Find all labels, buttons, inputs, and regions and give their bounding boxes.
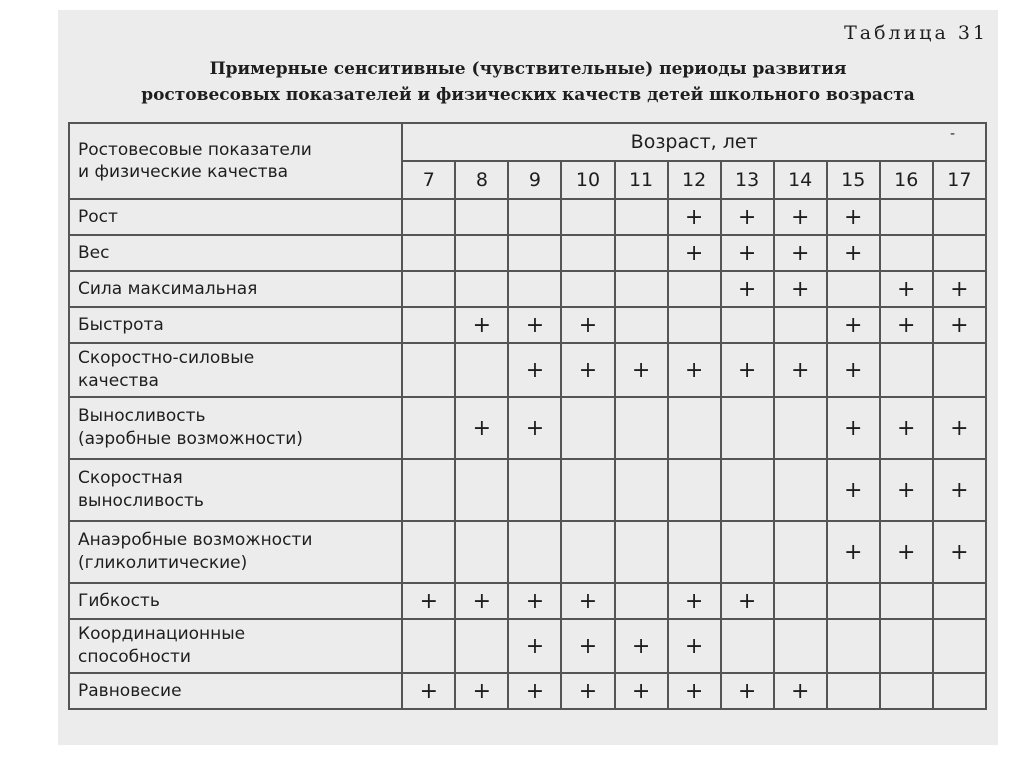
plus-mark: +	[721, 199, 774, 235]
plus-mark: +	[880, 397, 933, 459]
age-header-cell: 17	[933, 161, 986, 199]
empty-cell	[668, 271, 721, 307]
age-header-title: Возраст, лет	[630, 131, 758, 153]
plus-mark: +	[933, 307, 986, 343]
plus-mark: +	[933, 459, 986, 521]
row-label	[69, 397, 402, 459]
empty-cell	[615, 459, 668, 521]
age-header-cell: 7	[402, 161, 455, 199]
empty-cell	[561, 235, 614, 271]
table-row	[69, 673, 986, 709]
plus-mark: +	[721, 583, 774, 619]
row-label-line-2: качества	[78, 371, 159, 391]
plus-mark: +	[721, 673, 774, 709]
row-label	[69, 199, 402, 235]
table-row	[69, 583, 986, 619]
row-label-line-1: Рост	[78, 206, 118, 227]
plus-mark: +	[668, 583, 721, 619]
empty-cell	[721, 397, 774, 459]
plus-mark: +	[721, 271, 774, 307]
empty-cell	[774, 619, 827, 673]
plus-mark: +	[827, 521, 880, 583]
plus-mark: +	[774, 235, 827, 271]
plus-mark: +	[561, 583, 614, 619]
empty-cell	[615, 199, 668, 235]
plus-mark: +	[615, 343, 668, 397]
plus-mark: +	[561, 673, 614, 709]
empty-cell	[561, 199, 614, 235]
empty-cell	[827, 619, 880, 673]
table-row	[69, 459, 986, 521]
row-label	[69, 307, 402, 343]
plus-mark: +	[827, 343, 880, 397]
plus-mark: +	[561, 619, 614, 673]
table-row	[69, 521, 986, 583]
age-header-cell: 11	[615, 161, 668, 199]
row-label-line-1: Вес	[78, 242, 110, 263]
empty-cell	[827, 673, 880, 709]
empty-cell	[455, 199, 508, 235]
empty-cell	[561, 397, 614, 459]
document-page	[58, 10, 998, 745]
age-header-cell: 15	[827, 161, 880, 199]
empty-cell	[880, 343, 933, 397]
header-label-line-1: Ростовесовые показатели	[78, 140, 312, 160]
empty-cell	[402, 397, 455, 459]
table-caption	[58, 56, 998, 108]
empty-cell	[402, 199, 455, 235]
row-label-line-2: (аэробные возможности)	[78, 429, 303, 449]
row-label	[69, 271, 402, 307]
plus-mark: +	[721, 343, 774, 397]
plus-mark: +	[455, 583, 508, 619]
table-row	[69, 235, 986, 271]
empty-cell	[721, 619, 774, 673]
empty-cell	[508, 235, 561, 271]
row-label	[69, 343, 402, 397]
plus-mark: +	[827, 235, 880, 271]
plus-mark: +	[561, 307, 614, 343]
plus-mark: +	[668, 199, 721, 235]
plus-mark: +	[402, 583, 455, 619]
empty-cell	[615, 583, 668, 619]
empty-cell	[402, 619, 455, 673]
empty-cell	[774, 459, 827, 521]
empty-cell	[827, 583, 880, 619]
empty-cell	[508, 459, 561, 521]
caption-line-1: Примерные сенситивные (чувствительные) периоды развития	[209, 59, 847, 79]
empty-cell	[721, 521, 774, 583]
age-header-cell: 13	[721, 161, 774, 199]
table-row	[69, 271, 986, 307]
table-row	[69, 397, 986, 459]
empty-cell	[561, 521, 614, 583]
plus-mark: +	[933, 271, 986, 307]
row-label-line-2: выносливость	[78, 491, 204, 511]
plus-mark: +	[615, 673, 668, 709]
plus-mark: +	[561, 343, 614, 397]
empty-cell	[615, 307, 668, 343]
empty-cell	[508, 521, 561, 583]
empty-cell	[668, 307, 721, 343]
plus-mark: +	[880, 521, 933, 583]
empty-cell	[774, 397, 827, 459]
plus-mark: +	[508, 397, 561, 459]
row-label-line-1: Координационные	[78, 624, 246, 644]
plus-mark: +	[455, 673, 508, 709]
row-label-line-1: Гибкость	[78, 590, 160, 611]
table-number: Таблица 31	[844, 22, 988, 44]
plus-mark: +	[774, 673, 827, 709]
empty-cell	[668, 521, 721, 583]
plus-mark: +	[455, 397, 508, 459]
row-label	[69, 619, 402, 673]
empty-cell	[721, 459, 774, 521]
plus-mark: +	[668, 619, 721, 673]
row-label-line-2: (гликолитические)	[78, 553, 248, 573]
plus-mark: +	[827, 459, 880, 521]
empty-cell	[615, 235, 668, 271]
empty-cell	[668, 459, 721, 521]
plus-mark: +	[508, 673, 561, 709]
empty-cell	[455, 521, 508, 583]
empty-cell	[933, 583, 986, 619]
empty-cell	[933, 199, 986, 235]
plus-mark: +	[880, 271, 933, 307]
empty-cell	[933, 235, 986, 271]
age-header-cell: 10	[561, 161, 614, 199]
empty-cell	[880, 673, 933, 709]
table-row	[69, 343, 986, 397]
row-label-line-1: Сила максимальная	[78, 278, 258, 299]
caption-line-2: ростовесовых показателей и физических качеств детей школьного возраста	[141, 85, 915, 105]
plus-mark: +	[508, 343, 561, 397]
empty-cell	[561, 271, 614, 307]
empty-cell	[827, 271, 880, 307]
empty-cell	[455, 271, 508, 307]
age-header-cell: 9	[508, 161, 561, 199]
row-label	[69, 459, 402, 521]
empty-cell	[455, 235, 508, 271]
plus-mark: +	[827, 199, 880, 235]
table-row	[69, 199, 986, 235]
plus-mark: +	[402, 673, 455, 709]
plus-mark: +	[615, 619, 668, 673]
corner-mark: -	[949, 126, 955, 142]
row-label-line-1: Анаэробные возможности	[78, 530, 313, 550]
plus-mark: +	[455, 307, 508, 343]
plus-mark: +	[668, 235, 721, 271]
empty-cell	[774, 307, 827, 343]
plus-mark: +	[774, 199, 827, 235]
plus-mark: +	[827, 307, 880, 343]
plus-mark: +	[880, 307, 933, 343]
plus-mark: +	[827, 397, 880, 459]
empty-cell	[402, 459, 455, 521]
empty-cell	[933, 673, 986, 709]
empty-cell	[880, 199, 933, 235]
plus-mark: +	[933, 521, 986, 583]
empty-cell	[508, 271, 561, 307]
row-label-line-1: Выносливость	[78, 406, 206, 426]
row-label	[69, 521, 402, 583]
empty-cell	[455, 343, 508, 397]
table-row	[69, 307, 986, 343]
empty-cell	[615, 521, 668, 583]
empty-cell	[880, 619, 933, 673]
age-header	[402, 123, 986, 161]
sensitive-periods-table	[68, 122, 987, 710]
row-label-line-1: Быстрота	[78, 314, 164, 335]
empty-cell	[721, 307, 774, 343]
table-row	[69, 619, 986, 673]
header-label-cell	[69, 123, 402, 199]
empty-cell	[402, 521, 455, 583]
row-label-line-1: Скоростная	[78, 468, 183, 488]
plus-mark: +	[721, 235, 774, 271]
plus-mark: +	[880, 459, 933, 521]
empty-cell	[774, 521, 827, 583]
empty-cell	[880, 583, 933, 619]
age-header-cell: 16	[880, 161, 933, 199]
plus-mark: +	[508, 307, 561, 343]
empty-cell	[402, 271, 455, 307]
empty-cell	[933, 343, 986, 397]
row-label	[69, 583, 402, 619]
header-row-title	[69, 123, 986, 161]
empty-cell	[933, 619, 986, 673]
header-label-line-2: и физические качества	[78, 162, 289, 182]
empty-cell	[402, 235, 455, 271]
row-label	[69, 235, 402, 271]
plus-mark: +	[774, 343, 827, 397]
plus-mark: +	[668, 343, 721, 397]
empty-cell	[508, 199, 561, 235]
plus-mark: +	[508, 583, 561, 619]
empty-cell	[615, 271, 668, 307]
plus-mark: +	[508, 619, 561, 673]
row-label-line-1: Равновесие	[78, 680, 182, 701]
empty-cell	[561, 459, 614, 521]
age-header-cell: 14	[774, 161, 827, 199]
empty-cell	[774, 583, 827, 619]
table-body	[69, 199, 986, 709]
row-label-line-1: Скоростно-силовые	[78, 348, 255, 368]
row-label	[69, 673, 402, 709]
empty-cell	[880, 235, 933, 271]
empty-cell	[402, 343, 455, 397]
empty-cell	[668, 397, 721, 459]
empty-cell	[402, 307, 455, 343]
row-label-line-2: способности	[78, 647, 191, 667]
plus-mark: +	[933, 397, 986, 459]
plus-mark: +	[668, 673, 721, 709]
empty-cell	[455, 619, 508, 673]
age-header-cell: 12	[668, 161, 721, 199]
plus-mark: +	[774, 271, 827, 307]
empty-cell	[615, 397, 668, 459]
age-header-cell: 8	[455, 161, 508, 199]
empty-cell	[455, 459, 508, 521]
